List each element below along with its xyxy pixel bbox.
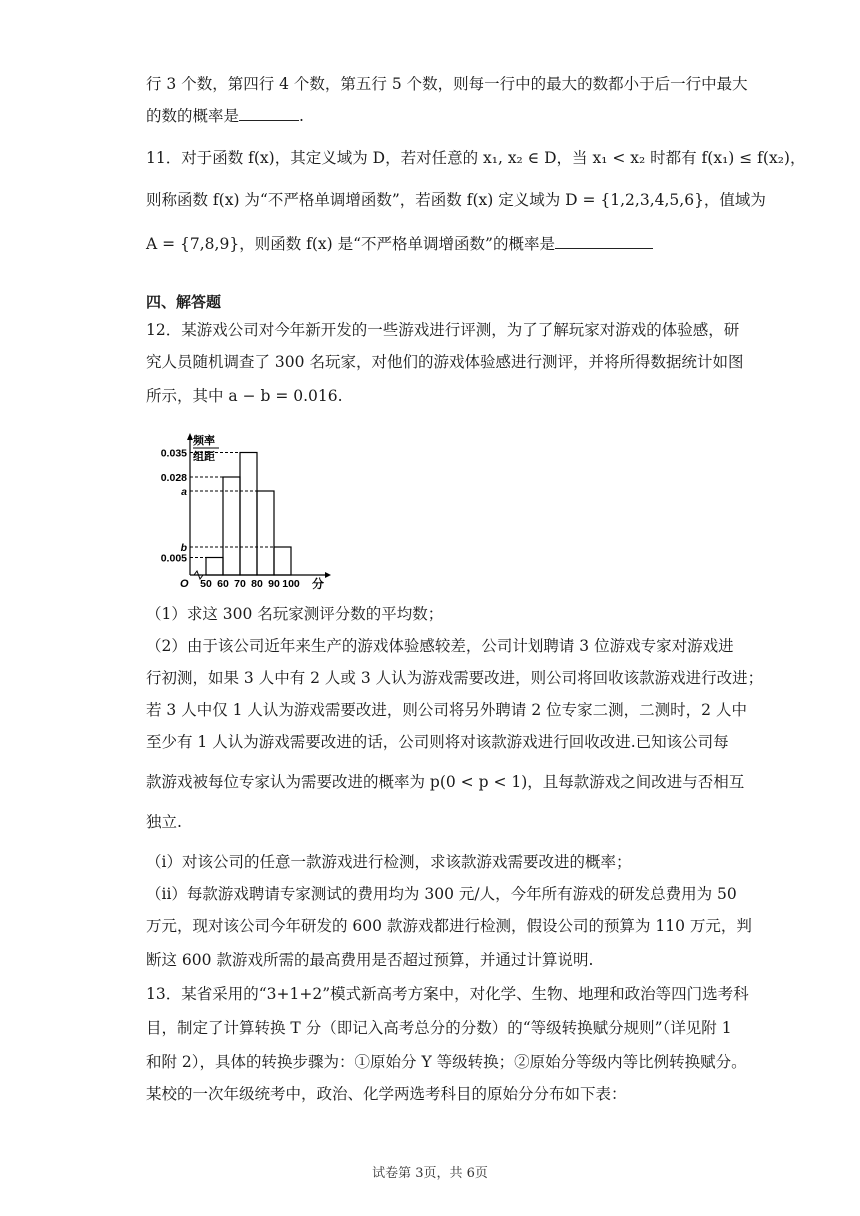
x-axis-arrow	[325, 572, 331, 578]
q13-line-2: 目，制定了计算转换 T 分（即记入高考总分的分数）的“等级转换赋分规则”（详见附 1	[146, 1019, 732, 1037]
q10-line-1: 行 3 个数，第四行 4 个数，第五行 5 个数，则每一行中的最大的数都小于后一行中最大	[146, 75, 748, 93]
histogram-bar	[206, 558, 223, 576]
y-tick-label: 0.028	[160, 472, 187, 484]
histogram-bar	[274, 547, 291, 575]
section-heading: 四、解答题	[146, 293, 222, 311]
q10-period: .	[299, 107, 304, 125]
x-axis-label: 分	[312, 577, 325, 590]
q12-line-1: 12．某游戏公司对今年新开发的一些游戏进行评测，为了了解玩家对游戏的体验感，研	[146, 321, 740, 339]
y-tick-label: a	[181, 486, 187, 498]
x-tick-label: 70	[234, 578, 246, 590]
answer-blank	[239, 104, 299, 121]
q11-text: A = {7,8,9}，则函数 f(x) 是“不严格单调增函数”的概率是	[146, 235, 555, 253]
x-tick-label: 50	[200, 578, 212, 590]
q12-sub-ii-line-3: 断这 600 款游戏所需的最高费用是否超过预算，并通过计算说明.	[146, 951, 594, 969]
frequency-histogram	[150, 430, 340, 590]
answer-blank	[555, 232, 653, 249]
q12-part-2-line-6: 独立.	[146, 813, 182, 831]
x-tick-label: 90	[268, 578, 280, 590]
x-tick-label: 80	[251, 578, 263, 590]
q13-line-3: 和附 2），具体的转换步骤为：①原始分 Y 等级转换；②原始分等级内等比例转换赋分。	[146, 1053, 747, 1071]
x-tick-label: 60	[217, 578, 229, 590]
q13-line-4: 某校的一次年级统考中，政治、化学两选考科目的原始分分布如下表：	[146, 1085, 627, 1103]
q11-line-2: 则称函数 f(x) 为“不严格单调增函数”，若函数 f(x) 定义域为 D = {1,2,3,4,5,6}，值域为	[146, 191, 766, 209]
page-footer: 试卷第 3页，共 6页	[372, 1166, 488, 1181]
q11-line-3	[146, 232, 760, 256]
y-tick-label: b	[180, 542, 187, 554]
y-axis-label-denominator: 组距	[193, 451, 215, 463]
q12-part-1: （1）求这 300 名玩家测评分数的平均数；	[146, 605, 444, 623]
q12-part-2-line-3: 若 3 人中仅 1 人认为游戏需要改进，则公司将另外聘请 2 位专家二测，二测时，2 人中	[146, 701, 747, 719]
histogram-bar	[240, 453, 257, 576]
y-tick-label: 0.035	[160, 447, 187, 460]
q12-part-2-line-4: 至少有 1 人认为游戏需要改进的话，公司则将对该款游戏进行回收改进.已知该公司每	[146, 733, 729, 751]
q11-line-1: 11．对于函数 f(x)，其定义域为 D，若对任意的 x₁, x₂ ∈ D，当 x₁ < x₂ 时都有 f(x₁) ≤ f(x₂)，	[146, 149, 806, 167]
q10-text: 的数的概率是	[146, 107, 240, 125]
q12-line-2: 究人员随机调查了 300 名玩家，对他们的游戏体验感进行测评，并将所得数据统计如图	[146, 353, 744, 371]
q12-part-2-line-1: （2）由于该公司近年来生产的游戏体验感较差，公司计划聘请 3 位游戏专家对游戏进	[146, 637, 734, 655]
y-tick-label: 0.005	[160, 552, 187, 565]
q12-part-2-line-2: 行初测，如果 3 人中有 2 人或 3 人认为游戏需要改进，则公司将回收该款游戏进行改进；	[146, 669, 764, 687]
q12-part-2-line-5: 款游戏被每位专家认为需要改进的概率为 p(0 < p < 1)，且每款游戏之间改进与否相互	[146, 773, 745, 791]
origin-label: O	[180, 578, 189, 590]
histogram-bar	[223, 477, 240, 575]
y-axis-label-numerator: 频率	[193, 435, 215, 447]
x-tick-label: 100	[282, 578, 300, 590]
q13-line-1: 13．某省采用的“3+1+2”模式新高考方案中，对化学、生物、地理和政治等四门选考科	[146, 985, 749, 1003]
q12-line-3: 所示，其中 a − b = 0.016.	[146, 387, 343, 405]
q12-sub-ii-line-1: （ii）每款游戏聘请专家测试的费用均为 300 元/人，今年所有游戏的研发总费用为 50	[146, 885, 737, 903]
q12-sub-ii-line-2: 万元，现对该公司今年研发的 600 款游戏都进行检测，假设公司的预算为 110 万元，判	[146, 917, 752, 935]
histogram-bar	[257, 491, 274, 575]
q10-line-2	[146, 104, 760, 128]
q12-sub-i: （i）对该公司的任意一款游戏进行检测，求该款游戏需要改进的概率；	[146, 853, 632, 871]
